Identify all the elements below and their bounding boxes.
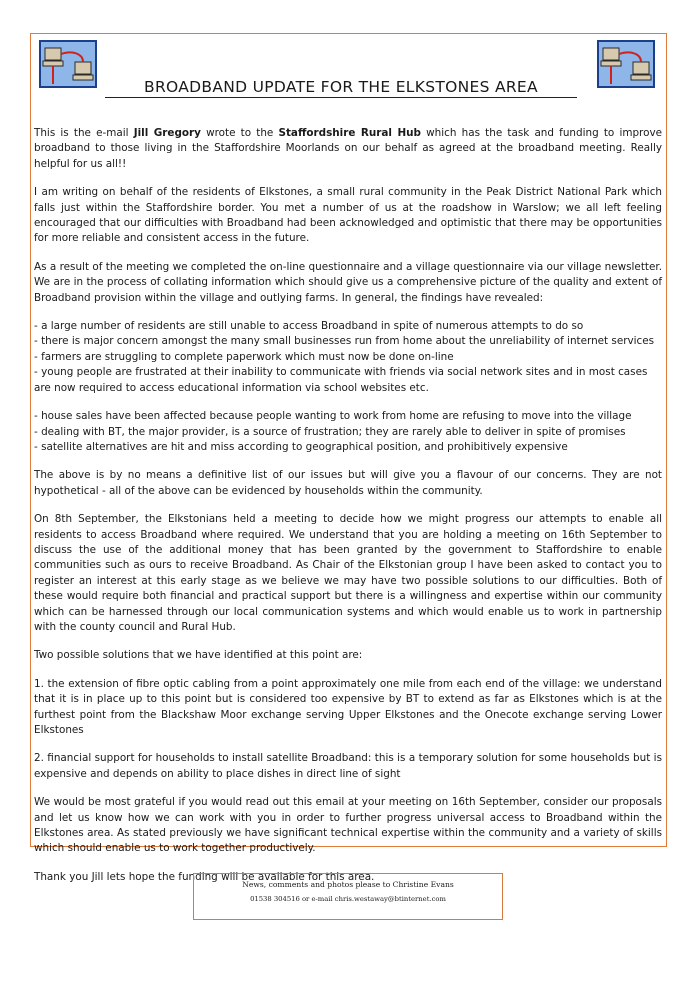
contact-box <box>193 873 503 920</box>
contact-details: 01538 304516 or e-mail chris.westaway@btinternet.com <box>250 895 446 903</box>
contact-line: News, comments and photos please to Christine Evans <box>242 880 454 889</box>
paragraph: I am writing on behalf of the residents of Elkstones, a small rural community in the Peak District National Park which falls just within the Staffordshire border. You met a number of us at the roadshow in Warslow; we all left feeling encouraged that our difficulties with Broadband had been acknowledged and optimistic that there may be opportunities for more reliable and consistent access in the future. <box>34 186 662 245</box>
paragraph: The above is by no means a definitive list of our issues but will give you a flavour of our concerns. They are not hypothetical - all of the above can be evidenced by households within the community. <box>34 469 662 497</box>
findings-list <box>34 409 662 455</box>
list-item: - a large number of residents are still unable to access Broadband in spite of numerous attempts to do so <box>34 319 662 334</box>
list-item: - dealing with BT, the major provider, is a source of frustration; they are rarely able to deliver in spite of promises <box>34 425 662 440</box>
intro-text: This is the e-mail <box>34 127 134 139</box>
organisation-name: Staffordshire Rural Hub <box>278 127 421 139</box>
page-title: BROADBAND UPDATE FOR THE ELKSTONES AREA <box>144 78 538 96</box>
intro-paragraph <box>34 126 662 172</box>
list-item: - satellite alternatives are hit and miss according to geographical position, and prohibitively expensive <box>34 440 662 455</box>
recipient-name: Jill Gregory <box>133 127 201 139</box>
paragraph: We would be most grateful if you would read out this email at your meeting on 16th September, consider our proposals and let us know how we can work with you in order to further progress universal access to Broadband within the Elkstones area. As stated previously we have significant technical expertise within the community and a variety of skills which should enable us to work together productively. <box>34 796 662 855</box>
list-item: - house sales have been affected because people wanting to work from home are refusing to move into the village <box>34 409 662 424</box>
intro-text: which has the task and funding to improve broadband to those living in the Staffordshire Moorlands on our behalf as agreed at the broadband meeting. Really helpful for us all!! <box>34 127 662 170</box>
paragraph: Thank you Jill lets hope the funding will be available for this area. <box>34 870 375 883</box>
list-item: - farmers are struggling to complete paperwork which must now be done on-line <box>34 350 662 365</box>
list-item: - there is major concern amongst the many small businesses run from home about the unreliability of internet services <box>34 334 662 349</box>
paragraph: 2. financial support for households to install satellite Broadband: this is a temporary solution for some households but is expensive and depends on ability to place dishes in direct line of sight <box>34 752 662 780</box>
paragraph: As a result of the meeting we completed the on-line questionnaire and a village questionnaire via our village newsletter. We are in the process of collating information which should give us a comprehensive picture of the quality and extent of Broadband provision within the village and outlying farms. In general, the findings have revealed: <box>34 260 662 304</box>
computer-link-logo-icon <box>597 40 655 88</box>
findings-list <box>34 319 662 396</box>
paragraph: Two possible solutions that we have identified at this point are: <box>34 649 363 662</box>
list-item: - young people are frustrated at their inability to communicate with friends via social network sites and in most cases are now required to access educational information via school websites etc. <box>34 365 662 396</box>
paragraph: On 8th September, the Elkstonians held a meeting to decide how we might progress our attempts to enable all residents to access Broadband where required. We understand that you are holding a meeting on 16th September to discuss the use of the additional money that has been granted by the government to Staffordshire to enable communities such as ours to receive Broadband. As Chair of the Elkstonian group I have been asked to contact you to register an interest at this early stage as we believe we may have two possible solutions to our difficulties. Both of these would require both financial and practical support but there is a willingness and expertise within our community which can be harnessed through our local communication systems and which would enable us to work in partnership with the county council and Rural Hub. <box>34 513 662 633</box>
computer-link-logo-icon <box>39 40 97 88</box>
paragraph: 1. the extension of fibre optic cabling from a point approximately one mile from each end of the village: we understand that it is in place up to this point but is considered too expensive by BT to extend as far as Elkstones which is at the furthest point from the Blackshaw Moor exchange serving Upper Elkstones and the Onecote exchange serving Lower Elkstones <box>34 677 662 736</box>
title-underline <box>105 97 577 98</box>
letter-body <box>34 126 662 898</box>
intro-text: wrote to the <box>200 127 279 139</box>
